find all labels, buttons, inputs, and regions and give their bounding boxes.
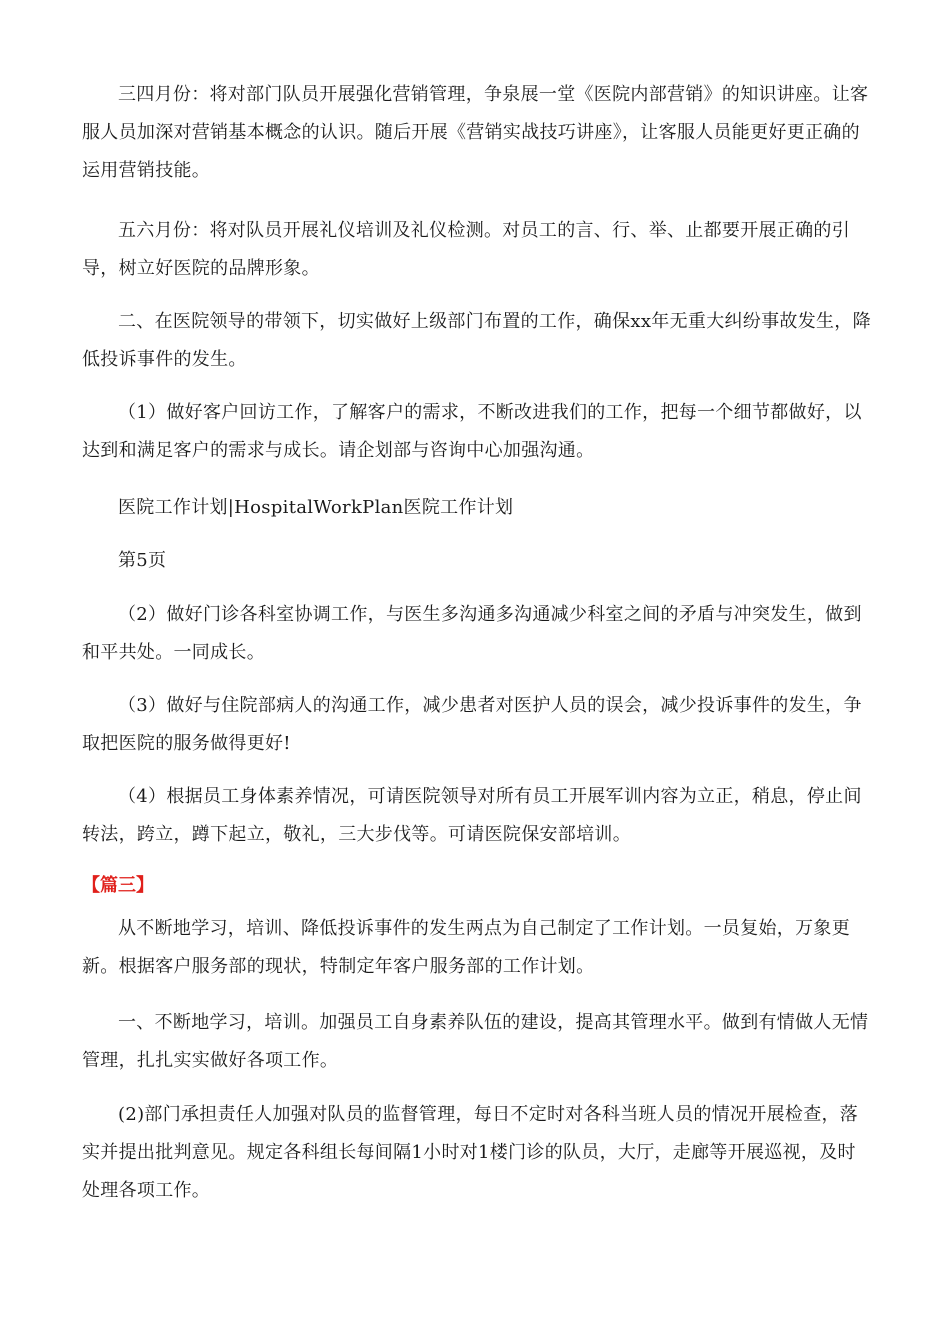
paragraph-item-3: （3）做好与住院部病人的沟通工作，减少患者对医护人员的误会，减少投诉事件的发生，争取把医院的服务做得更好! xyxy=(82,695,862,754)
page-number: 第5页 xyxy=(118,550,167,571)
paragraph-supervision: (2)部门承担责任人加强对队员的监督管理，每日不定时对各科当班人员的情况开展检查，落实并提出批判意见。规定各科组长每间隔1小时对1楼门诊的队员，大厅，走廊等开展巡视，及时处理各项工作。 xyxy=(82,1104,859,1201)
paragraph-item-1: （1）做好客户回访工作，了解客户的需求，不断改进我们的工作，把每一个细节都做好，以达到和满足客户的需求与成长。请企划部与咨询中心加强沟通。 xyxy=(82,402,862,461)
paragraph-item-4: （4）根据员工身体素养情况，可请医院领导对所有员工开展军训内容为立正，稍息，停止间转法，跨立，蹲下起立，敬礼，三大步伐等。可请医院保安部培训。 xyxy=(82,786,862,845)
section-heading: 【篇三】 xyxy=(82,875,154,896)
paragraph-intro: 从不断地学习，培训、降低投诉事件的发生两点为自己制定了工作计划。一员复始，万象更新。根据客户服务部的现状，特制定年客户服务部的工作计划。 xyxy=(82,918,850,977)
paragraph-march-april: 三四月份：将对部门队员开展强化营销管理，争泉展一堂《医院内部营销》的知识讲座。让客服人员加深对营销基本概念的认识。随后开展《营销实战技巧讲座》，让客服人员能更好更正确的运用营销技能。 xyxy=(82,84,869,181)
running-header: 医院工作计划|HospitalWorkPlan医院工作计划 xyxy=(118,497,514,518)
paragraph-item-2: （2）做好门诊各科室协调工作，与医生多沟通多沟通减少科室之间的矛盾与冲突发生，做到和平共处。一同成长。 xyxy=(82,604,862,663)
paragraph-learning: 一、不断地学习，培训。加强员工自身素养队伍的建设，提高其管理水平。做到有情做人无情管理，扎扎实实做好各项工作。 xyxy=(82,1012,869,1071)
paragraph-may-june: 五六月份：将对队员开展礼仪培训及礼仪检测。对员工的言、行、举、止都要开展正确的引导，树立好医院的品牌形象。 xyxy=(82,220,850,279)
paragraph-section-two: 二、在医院领导的带领下，切实做好上级部门布置的工作，确保xx年无重大纠纷事故发生，降低投诉事件的发生。 xyxy=(82,311,871,370)
